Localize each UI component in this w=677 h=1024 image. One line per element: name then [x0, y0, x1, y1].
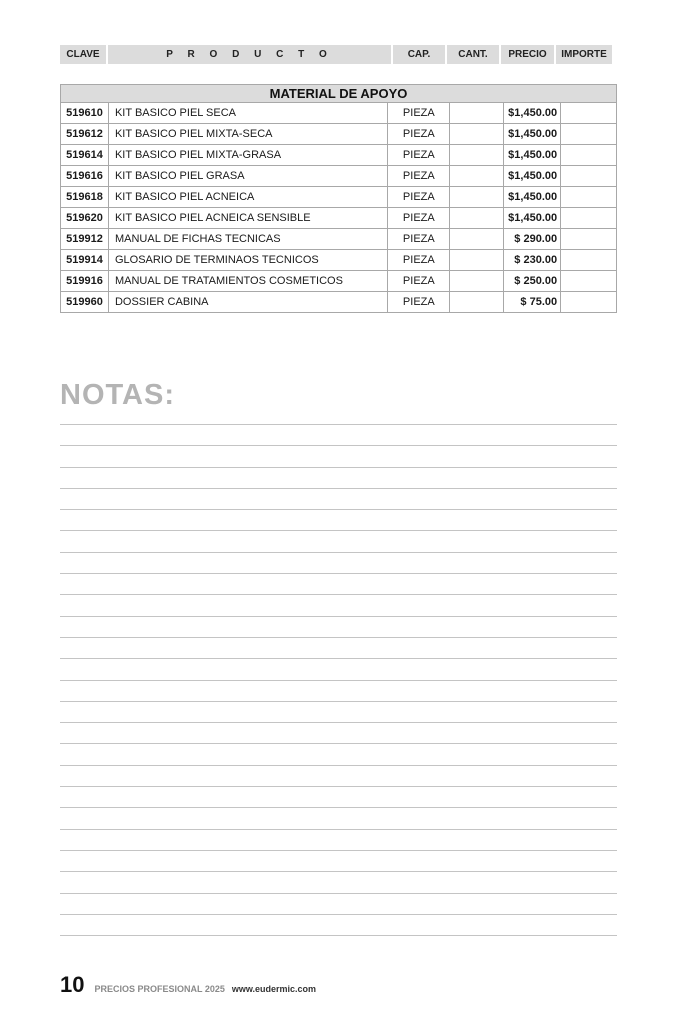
row-clave: 519610	[61, 103, 109, 124]
note-line	[60, 658, 617, 679]
row-importe[interactable]	[561, 229, 617, 250]
table-row	[61, 250, 617, 271]
row-cant[interactable]	[450, 250, 504, 271]
header-importe: IMPORTE	[556, 45, 612, 64]
note-line	[60, 552, 617, 573]
row-producto: KIT BASICO PIEL SECA	[108, 103, 387, 124]
note-line	[60, 871, 617, 892]
row-cap: PIEZA	[388, 208, 450, 229]
table-row	[61, 271, 617, 292]
row-cap: PIEZA	[388, 187, 450, 208]
row-cant[interactable]	[450, 229, 504, 250]
row-cant[interactable]	[450, 187, 504, 208]
row-importe[interactable]	[561, 292, 617, 313]
note-line	[60, 530, 617, 551]
note-line	[60, 914, 617, 935]
table-row	[61, 124, 617, 145]
note-line	[60, 445, 617, 466]
note-line	[60, 850, 617, 871]
row-producto: GLOSARIO DE TERMINAOS TECNICOS	[108, 250, 387, 271]
row-cant[interactable]	[450, 166, 504, 187]
table-row	[61, 229, 617, 250]
row-producto: KIT BASICO PIEL ACNEICA SENSIBLE	[108, 208, 387, 229]
row-precio: $ 250.00	[504, 271, 561, 292]
row-producto: KIT BASICO PIEL MIXTA-SECA	[108, 124, 387, 145]
row-cap: PIEZA	[388, 292, 450, 313]
row-precio: $1,450.00	[504, 124, 561, 145]
page-footer	[60, 972, 316, 998]
row-cap: PIEZA	[388, 250, 450, 271]
note-line	[60, 935, 617, 936]
note-line	[60, 488, 617, 509]
row-cant[interactable]	[450, 145, 504, 166]
row-importe[interactable]	[561, 271, 617, 292]
row-cap: PIEZA	[388, 229, 450, 250]
table-row	[61, 187, 617, 208]
row-precio: $ 230.00	[504, 250, 561, 271]
row-importe[interactable]	[561, 166, 617, 187]
row-cant[interactable]	[450, 124, 504, 145]
row-clave: 519916	[61, 271, 109, 292]
row-clave: 519612	[61, 124, 109, 145]
note-line	[60, 743, 617, 764]
note-line	[60, 424, 617, 445]
row-clave: 519912	[61, 229, 109, 250]
footer-website[interactable]: www.eudermic.com	[231, 984, 317, 994]
row-precio: $1,450.00	[504, 208, 561, 229]
table-row	[61, 208, 617, 229]
row-cap: PIEZA	[388, 166, 450, 187]
note-line	[60, 594, 617, 615]
row-cant[interactable]	[450, 103, 504, 124]
footer-text: PRECIOS PROFESIONAL 2025	[94, 984, 225, 994]
note-line	[60, 701, 617, 722]
note-line	[60, 765, 617, 786]
row-clave: 519960	[61, 292, 109, 313]
row-importe[interactable]	[561, 250, 617, 271]
row-importe[interactable]	[561, 103, 617, 124]
row-producto: DOSSIER CABINA	[108, 292, 387, 313]
row-cap: PIEZA	[388, 124, 450, 145]
row-cant[interactable]	[450, 271, 504, 292]
notes-lines[interactable]	[60, 424, 617, 936]
notes-title: NOTAS:	[60, 379, 176, 411]
header-cant: CANT.	[447, 45, 499, 64]
note-line	[60, 509, 617, 530]
row-producto: KIT BASICO PIEL MIXTA-GRASA	[108, 145, 387, 166]
section-title: MATERIAL DE APOYO	[61, 85, 617, 103]
note-line	[60, 637, 617, 658]
header-producto: P R O D U C T O	[108, 45, 391, 64]
table-row	[61, 166, 617, 187]
note-line	[60, 680, 617, 701]
row-cant[interactable]	[450, 208, 504, 229]
header-cap: CAP.	[393, 45, 445, 64]
row-cap: PIEZA	[388, 271, 450, 292]
row-importe[interactable]	[561, 145, 617, 166]
row-clave: 519614	[61, 145, 109, 166]
row-precio: $1,450.00	[504, 187, 561, 208]
row-clave: 519620	[61, 208, 109, 229]
header-clave: CLAVE	[60, 45, 106, 64]
note-line	[60, 573, 617, 594]
row-clave: 519618	[61, 187, 109, 208]
row-producto: KIT BASICO PIEL ACNEICA	[108, 187, 387, 208]
table-row	[61, 292, 617, 313]
row-importe[interactable]	[561, 208, 617, 229]
row-producto: MANUAL DE TRATAMIENTOS COSMETICOS	[108, 271, 387, 292]
row-cant[interactable]	[450, 292, 504, 313]
table-row	[61, 103, 617, 124]
note-line	[60, 786, 617, 807]
row-precio: $1,450.00	[504, 145, 561, 166]
page-number: 10	[60, 972, 85, 997]
row-precio: $ 290.00	[504, 229, 561, 250]
row-cap: PIEZA	[388, 103, 450, 124]
price-table	[60, 84, 617, 313]
row-clave: 519616	[61, 166, 109, 187]
column-header-bar	[60, 45, 617, 64]
row-precio: $1,450.00	[504, 103, 561, 124]
row-importe[interactable]	[561, 187, 617, 208]
row-producto: MANUAL DE FICHAS TECNICAS	[108, 229, 387, 250]
row-clave: 519914	[61, 250, 109, 271]
row-precio: $1,450.00	[504, 166, 561, 187]
note-line	[60, 807, 617, 828]
note-line	[60, 722, 617, 743]
header-precio: PRECIO	[501, 45, 554, 64]
row-precio: $ 75.00	[504, 292, 561, 313]
table-row	[61, 145, 617, 166]
note-line	[60, 829, 617, 850]
row-producto: KIT BASICO PIEL GRASA	[108, 166, 387, 187]
note-line	[60, 467, 617, 488]
row-cap: PIEZA	[388, 145, 450, 166]
note-line	[60, 893, 617, 914]
row-importe[interactable]	[561, 124, 617, 145]
note-line	[60, 616, 617, 637]
